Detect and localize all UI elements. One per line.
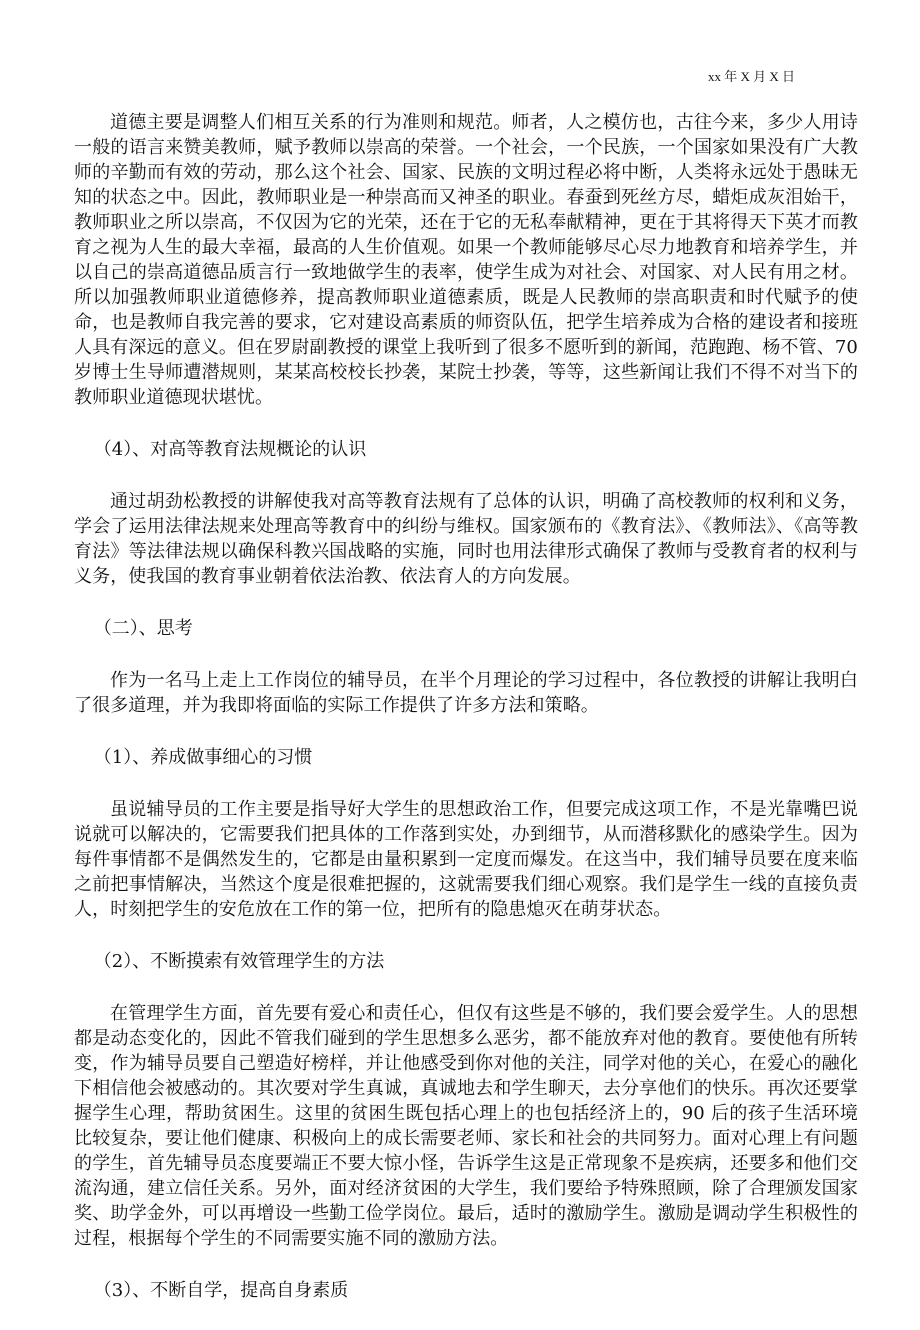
heading-self-study: （3）、不断自学，提高自身素质 (93, 1280, 349, 1301)
paragraph-reflection-intro: 作为一名马上走上工作岗位的辅导员，在半个月理论的学习过程中，各位教授的讲解让我明白了很多道理，并为我即将面临的实际工作提供了许多方法和策略。 (74, 670, 858, 716)
header-date: xx 年 X 月 X 日 (707, 69, 795, 84)
document-body (74, 110, 858, 1330)
paragraph-teacher-ethics: 道德主要是调整人们相互关系的行为准则和规范。师者，人之模仿也，古往今来，多少人用诗一般的语言来赞美教师，赋予教师以崇高的荣誉。一个社会，一个民族，一个国家如果没有广大教师的辛勤而有效的劳动，那么这个社会、国家、民族的文明过程必将中断，人类将永远处于愚昧无知的状态之中。因此，教师职业是一种崇高而又神圣的职业。春蚕到死丝方尽，蜡炬成灰泪始干，教师职业之所以崇高，不仅因为它的光荣，还在于它的无私奉献精神，更在于其将得天下英才而教育之视为人生的最大幸福，最高的人生价值观。如果一个教师能够尽心尽力地教育和培养学生，并以自己的崇高道德品质言行一致地做学生的表率，使学生成为对社会、对国家、对人民有用之材。所以加强教师职业道德修养，提高教师职业道德素质，既是人民教师的崇高职责和时代赋予的使命，也是教师自我完善的要求，它对建设高素质的师资队伍，把学生培养成为合格的建设者和接班人具有深远的意义。但在罗尉副教授的课堂上我听到了很多不愿听到的新闻，范跑跑、杨不管、70 岁博士生导师遭潜规则，某某高校校长抄袭，某院士抄袭，等等，这些新闻让我们不得不对当下的教师职业道德现状堪忧。 (74, 112, 858, 408)
paragraph-careful-habits: 虽说辅导员的工作主要是指导好大学生的思想政治工作，但要完成这项工作，不是光靠嘴巴说说就可以解决的，它需要我们把具体的工作落到实处，办到细节，从而潜移默化的感染学生。因为每件事情都不是偶然发生的，它都是由量积累到一定度而爆发。在这当中，我们辅导员要在度来临之前把事情解决，当然这个度是很难把握的，这就需要我们细心观察。我们是学生一线的直接负责人，时刻把学生的安危放在工作的第一位，把所有的隐患熄灭在萌芽状态。 (74, 799, 858, 920)
heading-student-management: （2）、不断摸索有效管理学生的方法 (93, 951, 385, 972)
paragraph-student-management: 在管理学生方面，首先要有爱心和责任心，但仅有这些是不够的，我们要会爱学生。人的思想都是动态变化的，因此不管我们碰到的学生思想多么恶劣，都不能放弃对他的教育。要使他有所转变，作为辅导员要自己塑造好榜样，并让他感受到你对他的关注，同学对他的关心，在爱心的融化下相信他会被感动的。其次要对学生真诚，真诚地去和学生聊天，去分享他们的快乐。再次还要掌握学生心理，帮助贫困生。这里的贫困生既包括心理上的也包括经济上的，90 后的孩子生活环境比较复杂，要让他们健康、积极向上的成长需要老师、家长和社会的共同努力。面对心理上有问题的学生，首先辅导员态度要端正不要大惊小怪，告诉学生这是正常现象不是疾病，还要多和他们交流沟通，建立信任关系。另外，面对经济贫困的大学生，我们要给予特殊照顾，除了合理颁发国家奖、助学金外，可以再增设一些勤工俭学岗位。最后，适时的激励学生。激励是调动学生积极性的过程，根据每个学生的不同需要实施不同的激励方法。 (74, 1003, 858, 1249)
paragraph-higher-education-law: 通过胡劲松教授的讲解使我对高等教育法规有了总体的认识，明确了高校教师的权利和义务，学会了运用法律法规来处理高等教育中的纠纷与维权。国家颁布的《教育法》、《教师法》、《高等教育法》等法律法规以确保科教兴国战略的实施，同时也用法律形式确保了教师与受教育者的权利与义务，使我国的教育事业朝着依法治教、依法育人的方向发展。 (74, 491, 858, 587)
heading-reflection: （二）、思考 (93, 618, 193, 639)
heading-higher-education-law: （4）、对高等教育法规概论的认识 (93, 439, 367, 460)
heading-careful-habits: （1）、养成做事细心的习惯 (93, 747, 313, 768)
